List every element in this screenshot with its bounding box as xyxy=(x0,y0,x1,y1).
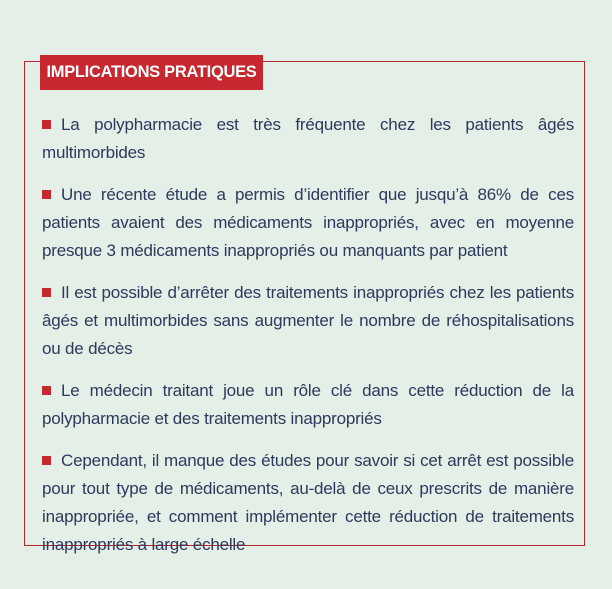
square-bullet-icon xyxy=(42,456,51,465)
list-item-text: Cependant, il manque des études pour savoir si cet arrêt est possible pour tout type de médicaments, au-delà de ceux prescrits de manière inappropriée, et comment implémenter cette réduction de traitements inappropriés à large échelle xyxy=(42,451,574,554)
box-title: IMPLICATIONS PRATIQUES xyxy=(40,55,263,90)
list-item xyxy=(42,447,574,559)
list-item-text: Une récente étude a permis d’identifier que jusqu’à 86% de ces patients avaient des médicaments inappropriés, avec en moyenne presque 3 médicaments inappropriés ou manquants par patient xyxy=(42,185,574,260)
square-bullet-icon xyxy=(42,386,51,395)
square-bullet-icon xyxy=(42,288,51,297)
list-item-text: Le médecin traitant joue un rôle clé dans cette réduction de la polypharmacie et des traitements inappropriés xyxy=(42,381,574,428)
list-item xyxy=(42,377,574,433)
list-item xyxy=(42,279,574,363)
list-item-text: La polypharmacie est très fréquente chez les patients âgés multimorbides xyxy=(42,115,574,162)
square-bullet-icon xyxy=(42,120,51,129)
list-item-text: Il est possible d’arrêter des traitements inappropriés chez les patients âgés et multimorbides sans augmenter le nombre de réhospitalisations ou de décès xyxy=(42,283,574,358)
square-bullet-icon xyxy=(42,190,51,199)
list-item xyxy=(42,181,574,265)
list-item xyxy=(42,111,574,167)
implications-list xyxy=(42,111,574,573)
